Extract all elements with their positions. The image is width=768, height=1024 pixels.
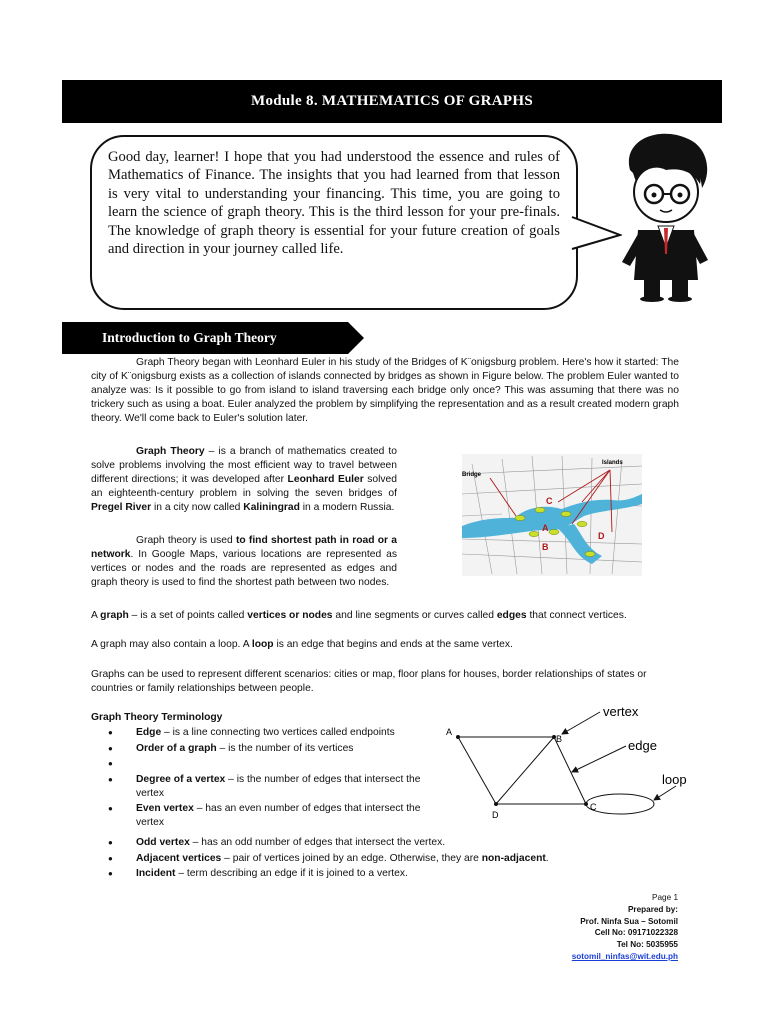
map-label-bridge: Bridge xyxy=(462,472,482,478)
section-banner xyxy=(62,322,364,354)
term-graph-theory: Graph Theory xyxy=(136,446,205,457)
terminology-list xyxy=(108,726,448,832)
list-item xyxy=(108,757,448,771)
graph-label-vertex: vertex xyxy=(603,704,639,719)
graph-theory-definition xyxy=(91,445,397,515)
loop-definition xyxy=(91,638,691,652)
intro-bubble-text: Good day, learner! I hope that you had understood the essence and rules of Mathematics of Finance. The insights that you had learned from that lesson is very vital to understanding your financing. This time, you are going to learn the science of graph theory. This is the third lesson for your pre-finals. The knowledge of graph theory is essential for your future creation of goals and direction in your journey called life. xyxy=(108,149,560,258)
term-kaliningrad: Kaliningrad xyxy=(243,502,300,513)
def-text-2: solved an eighteenth-century problem in solving the seven bridges of xyxy=(91,474,397,499)
author-name: Prof. Ninfa Sua – Sotomil xyxy=(580,916,678,926)
graph-vertex-d: D xyxy=(492,810,499,820)
term-loop: loop xyxy=(251,639,274,650)
graph-def-text-2: and line segments or curves called xyxy=(332,610,497,621)
usage-bold: to find shortest path in road or a network xyxy=(91,535,397,560)
graph-definition xyxy=(91,609,691,623)
teacher-cartoon-icon xyxy=(608,130,718,302)
list-item: ● Even vertex – has an even number of edges that intersect the vertex xyxy=(108,802,448,830)
graph-vertex-a: A xyxy=(446,727,453,737)
def-text-4: in a modern Russia. xyxy=(299,502,395,513)
list-item: ● Order of a graph – is the number of its vertices xyxy=(108,742,448,756)
cell-number: Cell No: 09171022328 xyxy=(594,928,678,938)
map-label-a: A xyxy=(542,523,549,533)
term-graph: graph xyxy=(100,610,129,621)
term-euler: Leonhard Euler xyxy=(287,474,364,485)
term-pregel-river: Pregel River xyxy=(91,502,152,513)
example-graph-diagram xyxy=(440,700,710,825)
tel-number: Tel No: 5035955 xyxy=(616,940,678,950)
graph-def-a: A xyxy=(91,610,101,621)
map-label-b: B xyxy=(542,542,549,552)
module-title-banner xyxy=(62,80,722,123)
terminology-title: Graph Theory Terminology xyxy=(91,712,223,723)
email-link[interactable]: sotomil_ninfas@wit.edu.ph xyxy=(571,951,678,961)
list-item: ● Degree of a vertex – is the number of edges that intersect the vertex xyxy=(108,773,448,801)
list-item: ● Odd vertex – has an odd number of edges that intersect the vertex. xyxy=(108,836,578,850)
map-label-d: D xyxy=(598,531,605,541)
loop-def-text-1: A graph may also contain a loop. A xyxy=(91,639,252,650)
graph-theory-usage xyxy=(91,534,397,590)
prepared-by: Prepared by: xyxy=(627,904,678,914)
def-text-1: – is a branch of mathematics created to solve problems involving the most efficient way to travel between different directions; it was developed after xyxy=(91,446,397,485)
map-label-c: C xyxy=(546,496,553,506)
intro-paragraph: Graph Theory began with Leonhard Euler in his study of the Bridges of K¨onigsburg problem. Here's how it started: The city of K¨onigsburg exists as a collection of islands connected by bridges as shown in Figure below. The problem Euler wanted to analyze was: Is it possible to go from island to island traversing each bridge only once? This was assuming that there was no trickery such as using a boat. Euler analyzed the problem by simplifying the representation and as a result created modern graph theory. We'll come back to Euler's solution later. xyxy=(91,357,679,424)
graph-label-edge: edge xyxy=(628,738,657,753)
def-text-3: in a city now called xyxy=(151,502,244,513)
usage-text-1: Graph theory is used xyxy=(136,535,236,546)
page-number: Page 1 xyxy=(652,893,678,902)
loop-def-text-2: is an edge that begins and ends at the same vertex. xyxy=(273,639,513,650)
usage-text-2: . In Google Maps, various locations are represented as vertices or nodes and the roads are represented as edges and graph theory is used to find the shortest path between two nodes. xyxy=(91,549,397,588)
graph-label-loop: loop xyxy=(662,772,687,787)
list-item: ● Edge – is a line connecting two vertices called endpoints xyxy=(108,726,448,740)
konigsberg-bridges-map xyxy=(462,444,642,576)
graph-vertex-b: B xyxy=(556,734,563,744)
graph-def-text-3: that connect vertices. xyxy=(526,610,627,621)
list-item: ● Adjacent vertices – pair of vertices joined by an edge. Otherwise, they are non-adjacent. xyxy=(108,852,578,866)
section-title: Introduction to Graph Theory xyxy=(102,330,277,345)
term-edges: edges xyxy=(496,610,527,621)
terminology-list-continued xyxy=(108,836,578,883)
graph-vertex-c: C xyxy=(590,802,597,812)
module-title: Module 8. MATHEMATICS OF GRAPHS xyxy=(251,93,533,109)
map-label-islands: Islands xyxy=(602,460,623,466)
graph-def-text-1: – is a set of points called xyxy=(128,610,248,621)
page-footer xyxy=(572,892,678,963)
list-item: ● Incident – term describing an edge if it is joined to a vertex. xyxy=(108,867,578,881)
scenarios-paragraph: Graphs can be used to represent different scenarios: cities or map, floor plans for houses, border relationships of states or countries or family relationships between people. xyxy=(91,669,647,694)
term-vertices: vertices or nodes xyxy=(247,610,333,621)
